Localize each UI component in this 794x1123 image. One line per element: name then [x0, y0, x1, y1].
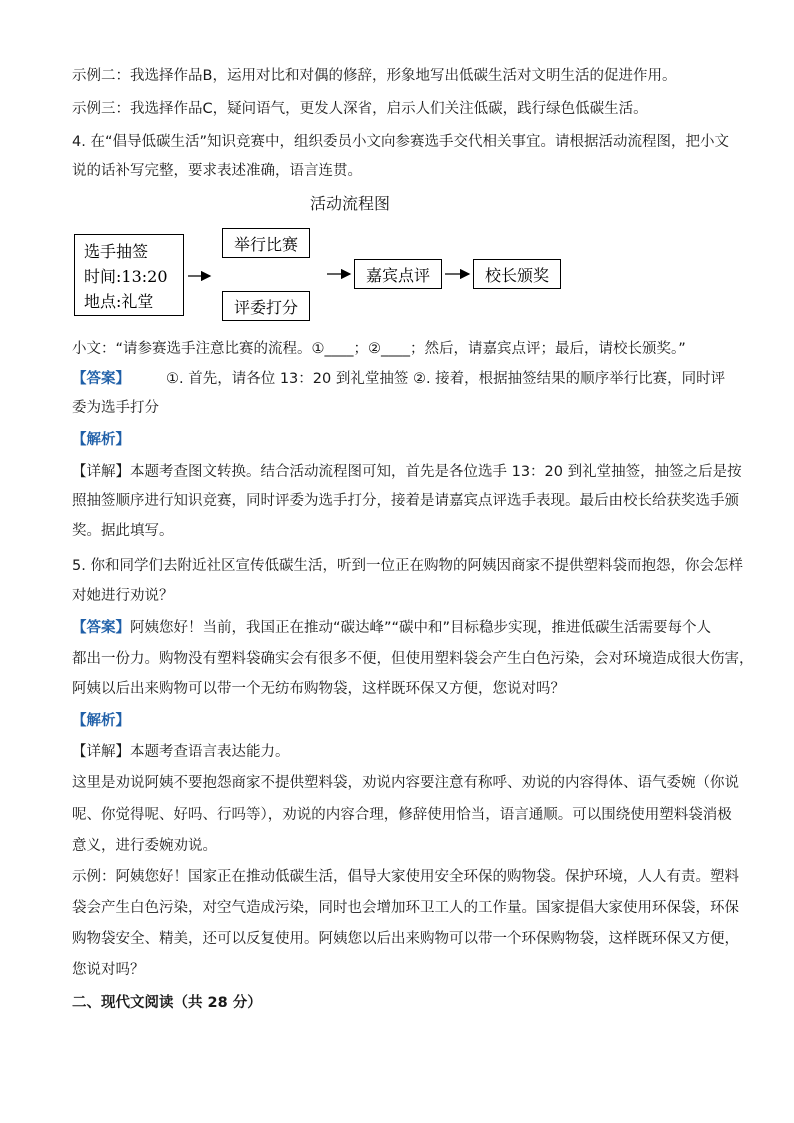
detail-tag: 【详解】	[72, 464, 130, 480]
analysis-tag: 【解析】	[72, 432, 130, 448]
example-2-text: 示例二：我选择作品B，运用对比和对偶的修辞，形象地写出低碳生活对文明生活的促进作用。	[72, 68, 677, 84]
question-5-body-line-1: 这里是劝说阿姨不要抱怨商家不提供塑料袋，劝说内容要注意有称呼、劝说的内容得体、语气委婉（你说	[72, 775, 739, 791]
detail-text: 本题考查图文转换。结合活动流程图可知，首先是各位选手 13：20 到礼堂抽签，抽签之后是按	[130, 464, 742, 480]
answer-tag: 【答案】	[72, 371, 130, 387]
detail-text: 本题考查语言表达能力。	[130, 744, 290, 760]
question-4-answer-line-1	[72, 369, 732, 389]
section-heading: 二、现代文阅读（共 28 分）	[72, 995, 262, 1011]
flow-box-guest-comment: 嘉宾点评	[354, 259, 442, 289]
analysis-tag: 【解析】	[72, 713, 130, 729]
flow-box-draw-lots-line-2: 时间:13:20	[84, 267, 168, 286]
question-4-line-2: 说的话补写完整，要求表述准确，语言连贯。	[72, 163, 362, 179]
question-5-example-line-1: 示例：阿姨您好！国家正在推动低碳生活，倡导大家使用安全环保的购物袋。保护环境，人人有责。塑料	[72, 869, 739, 885]
detail-tag: 【详解】	[72, 744, 130, 760]
question-5-example-line-2: 袋会产生白色污染，对空气造成污染，同时也会增加环卫工人的工作量。国家提倡大家使用环保袋，环保	[72, 900, 739, 916]
flow-box-draw-lots-line-1: 选手抽签	[84, 242, 149, 261]
question-5-detail-line-1	[72, 742, 732, 762]
flow-box-draw-lots-line-3: 地点:礼堂	[84, 292, 154, 311]
answer-text: ①. 首先，请各位 13：20 到礼堂抽签 ②. 接着，根据抽签结果的顺序举行比赛，同时评	[166, 371, 726, 387]
flow-box-score: 评委打分	[222, 291, 310, 321]
question-5-example-line-3: 购物袋安全、精美，还可以反复使用。阿姨您以后出来购物可以带一个环保购物袋，这样既环保又方便，	[72, 931, 739, 947]
question-4-detail-line-2: 照抽签顺序进行知识竞赛，同时评委为选手打分，接着是请嘉宾点评选手表现。最后由校长给获奖选手颁	[72, 493, 739, 509]
flow-box-compete: 举行比赛	[222, 228, 310, 258]
answer-tag: 【答案】	[72, 620, 130, 636]
question-5-analysis-tag	[72, 711, 732, 731]
question-4-detail-line-3: 奖。据此填写。	[72, 523, 174, 539]
question-4-line-1: 4. 在“倡导低碳生活”知识竞赛中，组织委员小文向参赛选手交代相关事宜。请根据活动流程图，把小文	[72, 134, 729, 150]
question-4-answer-line-2: 委为选手打分	[72, 400, 159, 416]
question-4-prompt: 小文：“请参赛选手注意比赛的流程。①____；②____；然后，请嘉宾点评；最后，请校长颁奖。”	[72, 341, 686, 357]
question-5-line-2: 对她进行劝说？	[72, 588, 174, 604]
flowchart-title: 活动流程图	[309, 194, 390, 213]
question-4-analysis-tag	[72, 430, 732, 450]
question-5-answer-line-1	[72, 618, 732, 638]
question-5-answer-line-3: 阿姨以后出来购物可以带一个无纺布购物袋，这样既环保又方便，您说对吗？	[72, 681, 565, 697]
example-3-text: 示例三：我选择作品C，疑问语气，更发人深省，启示人们关注低碳，践行绿色低碳生活。	[72, 101, 648, 117]
answer-text: 阿姨您好！当前，我国正在推动“碳达峰”“碳中和”目标稳步实现，推进低碳生活需要每个人	[130, 620, 712, 636]
question-5-line-1: 5. 你和同学们去附近社区宣传低碳生活，听到一位正在购物的阿姨因商家不提供塑料袋而抱怨，你会怎样	[72, 558, 743, 574]
question-5-body-line-3: 意义，进行委婉劝说。	[72, 838, 217, 854]
question-5-body-line-2: 呢、你觉得呢、好吗、行吗等），劝说的内容合理，修辞使用恰当，语言通顺。可以围绕使用塑料袋消极	[72, 807, 732, 823]
question-5-example-line-4: 您说对吗？	[72, 962, 145, 978]
question-4-detail-line-1	[72, 462, 742, 482]
flow-box-principal-award: 校长颁奖	[473, 259, 561, 289]
question-5-answer-line-2: 都出一份力。购物没有塑料袋确实会有很多不便，但使用塑料袋会产生白色污染，会对环境造成很大伤害，	[72, 651, 754, 667]
